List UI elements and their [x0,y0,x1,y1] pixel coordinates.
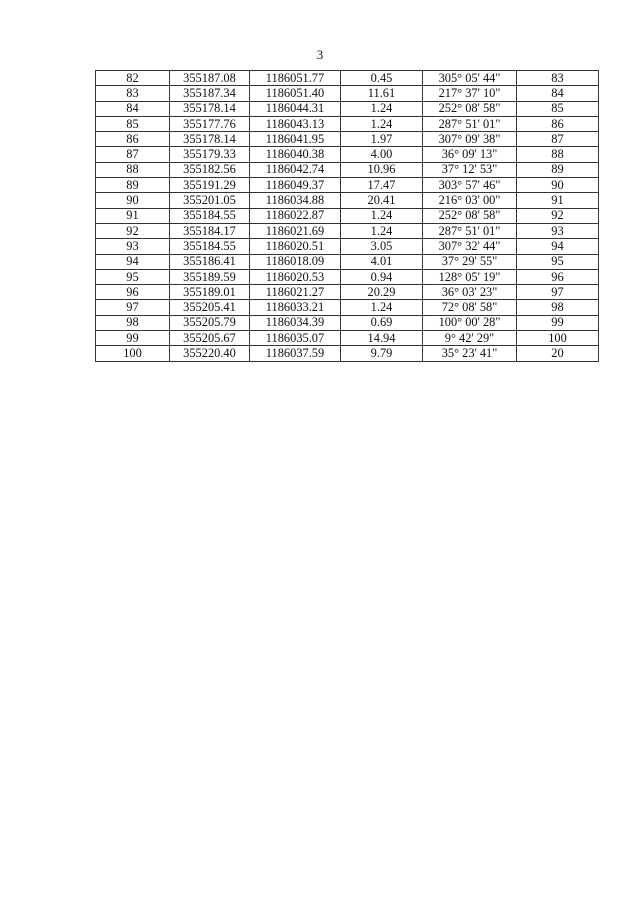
point-from-cell: 82 [96,71,170,86]
y-coordinate-cell: 1186034.39 [250,315,341,330]
point-from-cell: 85 [96,116,170,131]
x-coordinate-cell: 355201.05 [170,193,250,208]
coordinates-table [95,70,599,362]
y-coordinate-cell: 1186049.37 [250,178,341,193]
bearing-cell: 287° 51' 01" [423,116,517,131]
y-coordinate-cell: 1186037.59 [250,346,341,361]
x-coordinate-cell: 355189.01 [170,285,250,300]
y-coordinate-cell: 1186021.69 [250,223,341,238]
x-coordinate-cell: 355220.40 [170,346,250,361]
distance-cell: 1.97 [341,132,423,147]
distance-cell: 0.69 [341,315,423,330]
x-coordinate-cell: 355205.79 [170,315,250,330]
x-coordinate-cell: 355178.14 [170,101,250,116]
table-row [96,315,599,330]
y-coordinate-cell: 1186033.21 [250,300,341,315]
bearing-cell: 37° 29' 55" [423,254,517,269]
point-to-cell: 100 [517,331,599,346]
table-row [96,86,599,101]
distance-cell: 3.05 [341,239,423,254]
table-row [96,101,599,116]
x-coordinate-cell: 355186.41 [170,254,250,269]
point-to-cell: 91 [517,193,599,208]
table-row [96,147,599,162]
x-coordinate-cell: 355205.67 [170,331,250,346]
distance-cell: 0.94 [341,269,423,284]
table-row [96,269,599,284]
point-to-cell: 99 [517,315,599,330]
bearing-cell: 307° 09' 38" [423,132,517,147]
x-coordinate-cell: 355182.56 [170,162,250,177]
table-row [96,193,599,208]
point-from-cell: 86 [96,132,170,147]
y-coordinate-cell: 1186021.27 [250,285,341,300]
x-coordinate-cell: 355187.34 [170,86,250,101]
table-row [96,285,599,300]
point-to-cell: 93 [517,223,599,238]
point-from-cell: 95 [96,269,170,284]
table-row [96,346,599,361]
distance-cell: 17.47 [341,178,423,193]
x-coordinate-cell: 355205.41 [170,300,250,315]
bearing-cell: 217° 37' 10" [423,86,517,101]
point-from-cell: 90 [96,193,170,208]
distance-cell: 11.61 [341,86,423,101]
point-to-cell: 92 [517,208,599,223]
table-row [96,223,599,238]
y-coordinate-cell: 1186051.40 [250,86,341,101]
x-coordinate-cell: 355187.08 [170,71,250,86]
distance-cell: 1.24 [341,208,423,223]
y-coordinate-cell: 1186020.51 [250,239,341,254]
y-coordinate-cell: 1186042.74 [250,162,341,177]
bearing-cell: 303° 57' 46" [423,178,517,193]
y-coordinate-cell: 1186044.31 [250,101,341,116]
y-coordinate-cell: 1186041.95 [250,132,341,147]
point-to-cell: 97 [517,285,599,300]
page-number: 3 [316,47,324,62]
table-row [96,162,599,177]
point-from-cell: 99 [96,331,170,346]
bearing-cell: 287° 51' 01" [423,223,517,238]
point-to-cell: 88 [517,147,599,162]
point-to-cell: 94 [517,239,599,254]
table-row [96,254,599,269]
bearing-cell: 100° 00' 28" [423,315,517,330]
point-from-cell: 88 [96,162,170,177]
bearing-cell: 37° 12' 53" [423,162,517,177]
table-row [96,116,599,131]
distance-cell: 10.96 [341,162,423,177]
point-from-cell: 93 [96,239,170,254]
y-coordinate-cell: 1186018.09 [250,254,341,269]
bearing-cell: 35° 23' 41" [423,346,517,361]
point-to-cell: 98 [517,300,599,315]
bearing-cell: 36° 03' 23" [423,285,517,300]
x-coordinate-cell: 355179.33 [170,147,250,162]
bearing-cell: 307° 32' 44" [423,239,517,254]
point-from-cell: 83 [96,86,170,101]
point-to-cell: 89 [517,162,599,177]
point-to-cell: 20 [517,346,599,361]
y-coordinate-cell: 1186051.77 [250,71,341,86]
y-coordinate-cell: 1186034.88 [250,193,341,208]
distance-cell: 1.24 [341,101,423,116]
table-row [96,132,599,147]
x-coordinate-cell: 355184.55 [170,208,250,223]
table-row [96,300,599,315]
point-from-cell: 98 [96,315,170,330]
point-to-cell: 95 [517,254,599,269]
y-coordinate-cell: 1186035.07 [250,331,341,346]
bearing-cell: 216° 03' 00" [423,193,517,208]
x-coordinate-cell: 355184.17 [170,223,250,238]
bearing-cell: 128° 05' 19" [423,269,517,284]
distance-cell: 1.24 [341,116,423,131]
x-coordinate-cell: 355178.14 [170,132,250,147]
bearing-cell: 9° 42' 29" [423,331,517,346]
x-coordinate-cell: 355189.59 [170,269,250,284]
x-coordinate-cell: 355184.55 [170,239,250,254]
point-to-cell: 83 [517,71,599,86]
point-from-cell: 94 [96,254,170,269]
distance-cell: 4.00 [341,147,423,162]
bearing-cell: 36° 09' 13" [423,147,517,162]
point-from-cell: 96 [96,285,170,300]
point-to-cell: 90 [517,178,599,193]
point-to-cell: 96 [517,269,599,284]
coordinates-table-body [96,71,599,362]
table-row [96,208,599,223]
table-row [96,239,599,254]
point-from-cell: 87 [96,147,170,162]
point-from-cell: 97 [96,300,170,315]
point-from-cell: 84 [96,101,170,116]
table-row [96,71,599,86]
distance-cell: 0.45 [341,71,423,86]
point-to-cell: 85 [517,101,599,116]
y-coordinate-cell: 1186022.87 [250,208,341,223]
point-to-cell: 87 [517,132,599,147]
x-coordinate-cell: 355177.76 [170,116,250,131]
point-from-cell: 91 [96,208,170,223]
distance-cell: 20.41 [341,193,423,208]
point-from-cell: 92 [96,223,170,238]
point-from-cell: 100 [96,346,170,361]
bearing-cell: 305° 05' 44" [423,71,517,86]
bearing-cell: 72° 08' 58" [423,300,517,315]
table-row [96,331,599,346]
table-row [96,178,599,193]
bearing-cell: 252° 08' 58" [423,101,517,116]
point-to-cell: 86 [517,116,599,131]
y-coordinate-cell: 1186043.13 [250,116,341,131]
distance-cell: 1.24 [341,300,423,315]
distance-cell: 9.79 [341,346,423,361]
distance-cell: 14.94 [341,331,423,346]
distance-cell: 1.24 [341,223,423,238]
point-to-cell: 84 [517,86,599,101]
bearing-cell: 252° 08' 58" [423,208,517,223]
y-coordinate-cell: 1186040.38 [250,147,341,162]
point-from-cell: 89 [96,178,170,193]
y-coordinate-cell: 1186020.53 [250,269,341,284]
x-coordinate-cell: 355191.29 [170,178,250,193]
distance-cell: 20.29 [341,285,423,300]
distance-cell: 4.01 [341,254,423,269]
